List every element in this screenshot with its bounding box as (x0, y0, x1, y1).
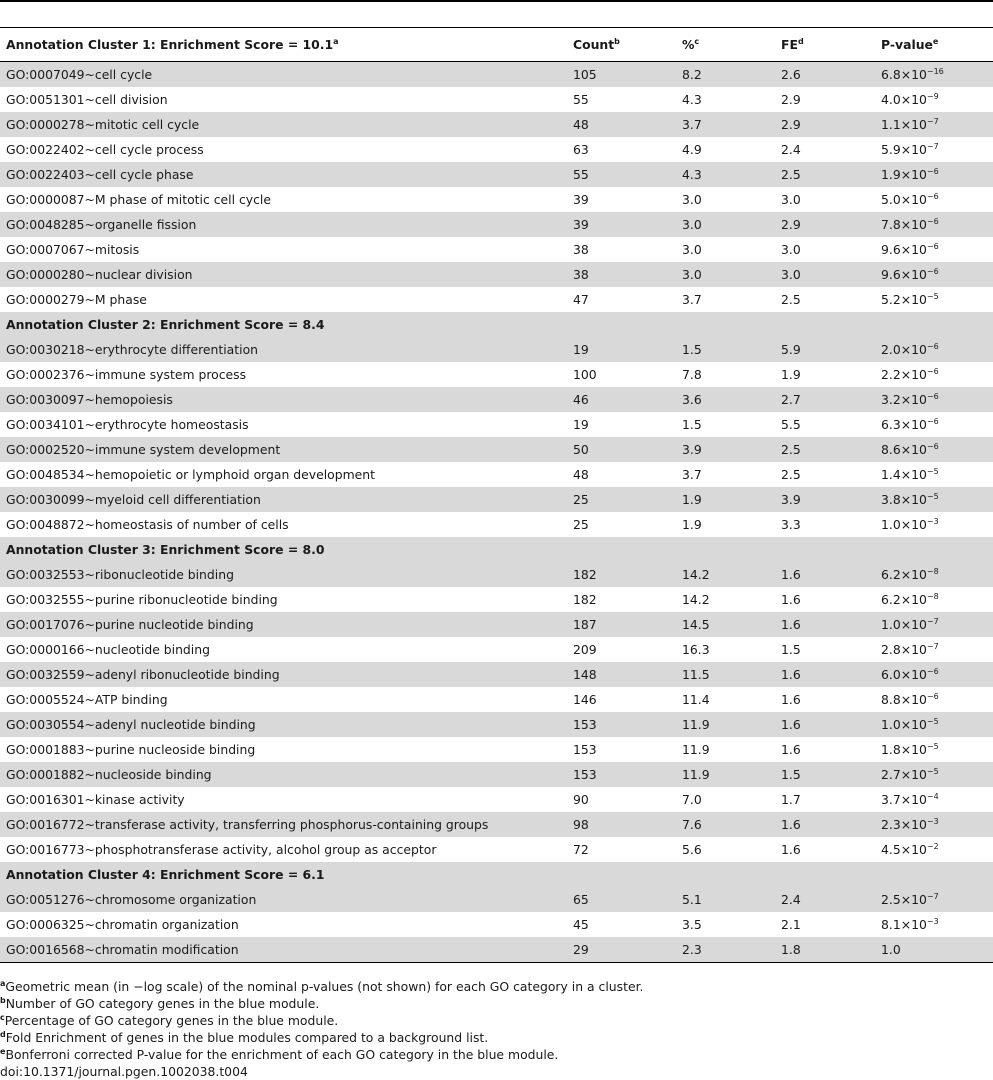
fe-cell: 1.6 (775, 612, 875, 637)
pvalue-exponent: −5 (926, 492, 939, 501)
go-term-cell: GO:0016772~transferase activity, transferring phosphorus-containing groups (0, 812, 567, 837)
percent-cell: 3.7 (676, 112, 775, 137)
table-row (0, 812, 993, 837)
go-term-cell: GO:0034101~erythrocyte homeostasis (6, 417, 249, 432)
pvalue-cell: $8.1\times 10^{-3}$ (881, 917, 939, 932)
table-row (0, 662, 993, 687)
table-footnotes (0, 978, 993, 1080)
cluster-header-row (0, 862, 993, 887)
percent-cell: 3.5 (682, 917, 702, 932)
fe-cell: 2.6 (775, 62, 875, 88)
header-cluster-1: Annotation Cluster 1: Enrichment Score = 10.1$^a$ (0, 28, 567, 62)
count-cell: 187 (567, 612, 676, 637)
pvalue-exponent: −6 (926, 392, 939, 401)
table-row (0, 787, 993, 812)
count-cell: 38 (567, 262, 676, 287)
go-term-cell: GO:0051276~chromosome organization (0, 887, 567, 912)
percent-cell: 3.7 (682, 292, 702, 307)
pvalue-exponent: −7 (926, 892, 939, 901)
count-cell: 48 (567, 112, 676, 137)
count-cell: 50 (567, 437, 676, 462)
percent-cell: 3.0 (682, 242, 702, 257)
go-term-cell: GO:0000166~nucleotide binding (6, 642, 210, 657)
pvalue-exponent: −6 (926, 692, 939, 701)
pvalue-cell: $2.3\times 10^{-3}$ (875, 812, 993, 837)
pvalue-cell: $5.9\times 10^{-7}$ (881, 142, 939, 157)
count-cell: 65 (567, 887, 676, 912)
pvalue-exponent: −9 (926, 92, 939, 101)
table-row (0, 162, 993, 187)
pvalue-exponent: −5 (926, 742, 939, 751)
pvalue-cell: $2.0\times 10^{-6}$ (875, 337, 993, 362)
go-term-cell: GO:0048285~organelle fission (0, 212, 567, 237)
pvalue-exponent: −16 (926, 67, 944, 76)
pvalue-exponent: −8 (926, 592, 939, 601)
table-row (0, 912, 993, 937)
pvalue-cell: $1.0\times 10^{-3}$ (881, 517, 939, 532)
go-term-cell: GO:0000087~M phase of mitotic cell cycle (6, 192, 272, 207)
fe-cell: 5.5 (781, 417, 801, 432)
count-cell: 19 (573, 417, 589, 432)
go-term-cell: GO:0051301~cell division (6, 92, 168, 107)
table-row (0, 137, 993, 162)
count-cell: 153 (573, 742, 597, 757)
fe-cell: 2.5 (775, 437, 875, 462)
count-cell: 25 (573, 517, 589, 532)
go-term-cell: GO:0005524~ATP binding (6, 692, 168, 707)
footnote: $^b$Number of GO category genes in the blue module. (0, 996, 320, 1011)
count-cell: 38 (573, 242, 589, 257)
cluster-title: Annotation Cluster 4: Enrichment Score = 6.1 (0, 862, 993, 887)
table-row (0, 937, 993, 963)
count-cell: 72 (573, 842, 589, 857)
pvalue-cell: $2.8\times 10^{-7}$ (881, 642, 939, 657)
pvalue-cell: $4.5\times 10^{-2}$ (881, 842, 939, 857)
count-cell: 148 (567, 662, 676, 687)
go-term-cell: GO:0016773~phosphotransferase activity, alcohol group as acceptor (6, 842, 437, 857)
go-term-cell: GO:0002520~immune system development (0, 437, 567, 462)
pvalue-cell: $6.3\times 10^{-6}$ (881, 417, 939, 432)
fe-cell: 2.9 (781, 92, 801, 107)
percent-cell: 3.0 (682, 192, 702, 207)
go-term-cell: GO:0022403~cell cycle phase (0, 162, 567, 187)
table-row (0, 362, 993, 387)
percent-cell: 7.8 (682, 367, 702, 382)
pvalue-cell: $3.8\times 10^{-5}$ (875, 487, 993, 512)
pvalue-cell: $3.2\times 10^{-6}$ (875, 387, 993, 412)
fe-cell: 1.6 (775, 562, 875, 587)
go-term-cell: GO:0032553~ribonucleotide binding (0, 562, 567, 587)
count-cell: 182 (573, 592, 597, 607)
go-term-cell: GO:0001882~nucleoside binding (0, 762, 567, 787)
table-row (0, 512, 993, 537)
fe-cell: 2.9 (775, 112, 875, 137)
table-row (0, 712, 993, 737)
pvalue-cell: $6.8\times 10^{-16}$ (875, 62, 993, 88)
pvalue-cell: $1.8\times 10^{-5}$ (881, 742, 939, 757)
count-cell: 46 (567, 387, 676, 412)
pvalue-cell: $2.5\times 10^{-7}$ (875, 887, 993, 912)
percent-cell: 4.3 (682, 92, 702, 107)
table-row (0, 187, 993, 212)
pvalue-exponent: −5 (926, 717, 939, 726)
pvalue-cell: $2.2\times 10^{-6}$ (881, 367, 939, 382)
cluster-title: Annotation Cluster 2: Enrichment Score = 8.4 (0, 312, 993, 337)
table-row (0, 637, 993, 662)
pvalue-exponent: −5 (926, 467, 939, 476)
go-term-cell: GO:0030218~erythrocyte differentiation (0, 337, 567, 362)
pvalue-exponent: −6 (926, 267, 939, 276)
fe-cell: 2.5 (781, 467, 801, 482)
go-term-cell: GO:0030554~adenyl nucleotide binding (0, 712, 567, 737)
table-row (0, 387, 993, 412)
pvalue-exponent: −7 (926, 142, 939, 151)
percent-cell: 11.5 (676, 662, 775, 687)
go-term-cell: GO:0030099~myeloid cell differentiation (0, 487, 567, 512)
percent-cell: 3.0 (676, 212, 775, 237)
go-term-cell: GO:0016301~kinase activity (6, 792, 185, 807)
percent-cell: 4.3 (676, 162, 775, 187)
count-cell: 48 (573, 467, 589, 482)
table-row (0, 837, 993, 862)
percent-cell: 7.6 (676, 812, 775, 837)
pvalue-cell: $9.6\times 10^{-6}$ (875, 262, 993, 287)
pvalue-exponent: −3 (926, 817, 939, 826)
pvalue-exponent: −7 (926, 617, 939, 626)
pvalue-cell: $9.6\times 10^{-6}$ (881, 242, 939, 257)
percent-cell: 3.7 (682, 467, 702, 482)
percent-cell: 1.9 (682, 517, 702, 532)
count-cell: 25 (567, 487, 676, 512)
table-row (0, 562, 993, 587)
percent-cell: 11.4 (682, 692, 710, 707)
pvalue-cell: $5.0\times 10^{-6}$ (881, 192, 939, 207)
percent-cell: 16.3 (682, 642, 710, 657)
table-row (0, 762, 993, 787)
count-cell: 39 (573, 192, 589, 207)
go-term-cell: GO:0000279~M phase (6, 292, 147, 307)
pvalue-cell: $4.0\times 10^{-9}$ (881, 92, 939, 107)
table-row (0, 87, 993, 112)
go-term-cell: GO:0048534~hemopoietic or lymphoid organ development (6, 467, 376, 482)
fe-cell: 1.6 (781, 842, 801, 857)
percent-cell: 2.3 (676, 937, 775, 963)
pvalue-cell: $6.2\times 10^{-8}$ (881, 592, 939, 607)
footnote: $^e$Bonferroni corrected P-value for the enrichment of each GO category in the blue module. (0, 1047, 559, 1062)
fe-cell: 2.5 (781, 292, 801, 307)
pvalue-cell: $1.0\times 10^{-5}$ (875, 712, 993, 737)
pvalue-exponent: −6 (926, 367, 939, 376)
go-term-cell: GO:0016568~chromatin modification (0, 937, 567, 963)
go-term-cell: GO:0022402~cell cycle process (6, 142, 204, 157)
table-row (0, 462, 993, 487)
percent-cell: 5.6 (682, 842, 702, 857)
pvalue-exponent: −7 (926, 117, 939, 126)
table-row (0, 212, 993, 237)
pvalue-cell: $1.1\times 10^{-7}$ (875, 112, 993, 137)
pvalue-exponent: −6 (926, 192, 939, 201)
go-term-cell: GO:0007049~cell cycle (0, 62, 567, 88)
fe-cell: 3.0 (775, 262, 875, 287)
fe-cell: 1.6 (781, 742, 801, 757)
count-cell: 19 (567, 337, 676, 362)
percent-cell: 14.2 (676, 562, 775, 587)
table-row (0, 62, 993, 88)
table-row (0, 437, 993, 462)
go-term-cell: GO:0007067~mitosis (6, 242, 140, 257)
fe-cell: 1.9 (781, 367, 801, 382)
pvalue-exponent: −5 (926, 292, 939, 301)
go-term-cell: GO:0006325~chromatin organization (6, 917, 239, 932)
count-cell: 55 (567, 162, 676, 187)
percent-cell: 11.9 (682, 742, 710, 757)
fe-cell: 2.1 (781, 917, 801, 932)
go-term-cell: GO:0002376~immune system process (6, 367, 247, 382)
pvalue-cell: $1.0\times 10^{-7}$ (875, 612, 993, 637)
pvalue-exponent: −3 (926, 517, 939, 526)
fe-cell: 1.6 (775, 712, 875, 737)
pvalue-exponent: −6 (926, 242, 939, 251)
pvalue-exponent: −6 (926, 442, 939, 451)
go-term-cell: GO:0000278~mitotic cell cycle (0, 112, 567, 137)
fe-cell: 5.9 (775, 337, 875, 362)
table-row (0, 112, 993, 137)
go-term-cell: GO:0048872~homeostasis of number of cells (6, 517, 289, 532)
percent-cell: 7.0 (682, 792, 702, 807)
pvalue-exponent: −6 (926, 167, 939, 176)
count-cell: 90 (573, 792, 589, 807)
count-cell: 153 (567, 762, 676, 787)
percent-cell: 8.2 (676, 62, 775, 88)
go-term-cell: GO:0000280~nuclear division (0, 262, 567, 287)
pvalue-exponent: −7 (926, 642, 939, 651)
fe-cell: 2.4 (775, 887, 875, 912)
fe-cell: 1.5 (781, 642, 801, 657)
count-cell: 209 (573, 642, 597, 657)
header-percent: %$^c$ (676, 28, 775, 62)
footnote: $^a$Geometric mean (in −log scale) of the nominal p-values (not shown) for each GO category in a cluster. (0, 979, 644, 994)
fe-cell: 1.6 (775, 812, 875, 837)
table-row (0, 687, 993, 712)
pvalue-exponent: −6 (926, 417, 939, 426)
count-cell: 98 (567, 812, 676, 837)
fe-cell: 1.6 (775, 662, 875, 687)
pvalue-exponent: −2 (926, 842, 939, 851)
percent-cell: 14.5 (676, 612, 775, 637)
count-cell: 39 (567, 212, 676, 237)
fe-cell: 2.5 (775, 162, 875, 187)
pvalue-cell: $7.8\times 10^{-6}$ (875, 212, 993, 237)
percent-cell: 1.5 (676, 337, 775, 362)
pvalue-exponent: −5 (926, 767, 939, 776)
table-row (0, 737, 993, 762)
pvalue-exponent: −3 (926, 917, 939, 926)
table-row (0, 287, 993, 312)
go-enrichment-table (0, 27, 993, 963)
pvalue-cell: $6.2\times 10^{-8}$ (875, 562, 993, 587)
pvalue-cell: $6.0\times 10^{-6}$ (875, 662, 993, 687)
pvalue-exponent: −6 (926, 217, 939, 226)
pvalue-cell: $8.6\times 10^{-6}$ (875, 437, 993, 462)
table-body (0, 62, 993, 963)
count-cell: 47 (573, 292, 589, 307)
pvalue-cell: $8.8\times 10^{-6}$ (881, 692, 939, 707)
percent-cell: 3.0 (676, 262, 775, 287)
fe-cell: 1.6 (781, 592, 801, 607)
pvalue-cell: $2.7\times 10^{-5}$ (875, 762, 993, 787)
fe-cell: 1.8 (775, 937, 875, 963)
pvalue-cell: $1.4\times 10^{-5}$ (881, 467, 939, 482)
fe-cell: 1.6 (781, 692, 801, 707)
go-term-cell: GO:0017076~purine nucleotide binding (0, 612, 567, 637)
percent-cell: 1.9 (676, 487, 775, 512)
pvalue-cell: $3.7\times 10^{-4}$ (881, 792, 939, 807)
count-cell: 153 (567, 712, 676, 737)
cluster-title: Annotation Cluster 3: Enrichment Score = 8.0 (0, 537, 993, 562)
header-count: Count$^b$ (567, 28, 676, 62)
table-row (0, 887, 993, 912)
fe-cell: 2.9 (775, 212, 875, 237)
percent-cell: 4.9 (682, 142, 702, 157)
percent-cell: 1.5 (682, 417, 702, 432)
fe-cell: 1.5 (775, 762, 875, 787)
table-row (0, 612, 993, 637)
fe-cell: 2.4 (781, 142, 801, 157)
table-row (0, 337, 993, 362)
pvalue-exponent: −6 (926, 667, 939, 676)
fe-cell: 3.9 (775, 487, 875, 512)
table-header (0, 28, 993, 62)
fe-cell: 3.3 (781, 517, 801, 532)
cluster-header-row (0, 312, 993, 337)
go-term-cell: GO:0032559~adenyl ribonucleotide binding (0, 662, 567, 687)
pvalue-exponent: −6 (926, 342, 939, 351)
count-cell: 45 (573, 917, 589, 932)
fe-cell: 3.0 (781, 192, 801, 207)
table-row (0, 487, 993, 512)
fe-cell: 1.7 (781, 792, 801, 807)
table-row (0, 262, 993, 287)
doi-line: doi:10.1371/journal.pgen.1002038.t004 (0, 1064, 248, 1079)
fe-cell: 2.7 (775, 387, 875, 412)
count-cell: 146 (573, 692, 597, 707)
count-cell: 29 (567, 937, 676, 963)
cluster-header-row (0, 537, 993, 562)
percent-cell: 5.1 (676, 887, 775, 912)
footnote: $^d$Fold Enrichment of genes in the blue modules compared to a background list. (0, 1030, 489, 1045)
go-term-cell: GO:0030097~hemopoiesis (0, 387, 567, 412)
percent-cell: 3.9 (676, 437, 775, 462)
pvalue-cell: $5.2\times 10^{-5}$ (881, 292, 939, 307)
header-pvalue: P-value$^e$ (875, 28, 993, 62)
percent-cell: 11.9 (676, 762, 775, 787)
pvalue-exponent: −8 (926, 567, 939, 576)
count-cell: 55 (573, 92, 589, 107)
pvalue-cell: 1.0 (875, 937, 993, 963)
count-cell: 182 (567, 562, 676, 587)
fe-cell: 3.0 (781, 242, 801, 257)
pvalue-exponent: −4 (926, 792, 939, 801)
footnote: $^c$Percentage of GO category genes in the blue module. (0, 1013, 339, 1028)
go-term-cell: GO:0001883~purine nucleoside binding (6, 742, 256, 757)
count-cell: 105 (567, 62, 676, 88)
pvalue-cell: $1.9\times 10^{-6}$ (875, 162, 993, 187)
count-cell: 63 (573, 142, 589, 157)
count-cell: 100 (573, 367, 597, 382)
table-row (0, 412, 993, 437)
percent-cell: 14.2 (682, 592, 710, 607)
go-term-cell: GO:0032555~purine ribonucleotide binding (6, 592, 278, 607)
top-rule (0, 0, 993, 2)
percent-cell: 11.9 (676, 712, 775, 737)
header-fe: $FE^d$ (775, 28, 875, 62)
table-row (0, 587, 993, 612)
percent-cell: 3.6 (676, 387, 775, 412)
table-row (0, 237, 993, 262)
